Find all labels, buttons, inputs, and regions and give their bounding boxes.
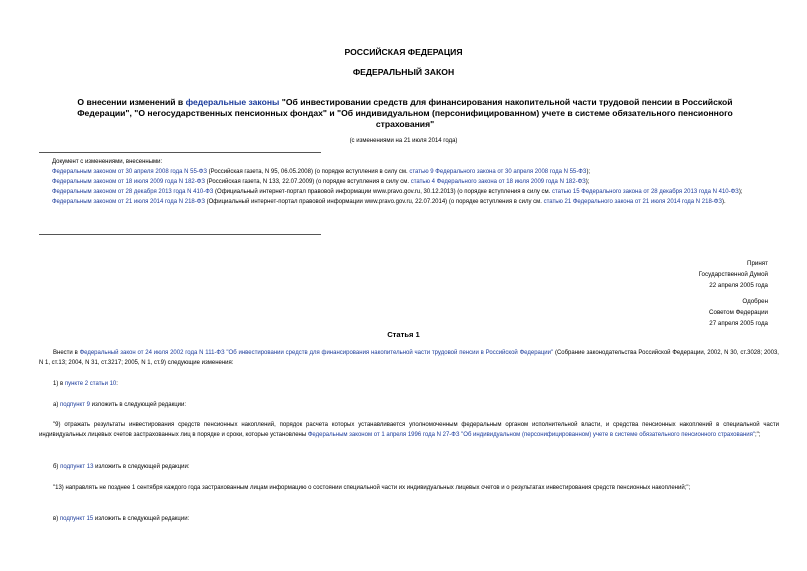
change-link[interactable]: статью 9 Федерального закона от 30 апреля 2008 года N 55-ФЗ (409, 169, 587, 175)
paragraph-text: ;"; (755, 432, 761, 438)
adopted-line: Принят (747, 260, 768, 267)
article-link[interactable]: пункте 2 статьи 10 (64, 381, 117, 387)
paragraph-text: изложить в следующей редакции: (89, 402, 187, 408)
change-end: ); (738, 189, 743, 195)
adopted-line: Государственной Думой (698, 271, 768, 278)
paragraph (39, 379, 779, 389)
change-text: (Официальный интернет-портал правовой информации www.pravo.gov.ru, 22.07.2014) (о порядке вступления в силу см. (204, 199, 544, 205)
change-item (39, 177, 779, 187)
change-end: ); (585, 179, 590, 185)
change-item (39, 167, 779, 177)
paragraph-text: изложить в следующей редакции: (93, 464, 190, 470)
subpoint-link[interactable]: подпункт 15 (59, 516, 94, 522)
paragraph (39, 462, 779, 472)
subpoint-link[interactable]: подпункт 13 (60, 464, 94, 470)
paragraph-text: : (116, 381, 118, 387)
paragraph (39, 420, 779, 440)
subpoint-link[interactable]: подпункт 9 (60, 402, 90, 408)
law-title-post: "Об инвестировании средств для финансирования накопительной части трудовой пенсии в Российской Федерации", "О негосударственных пенсионных фондах" и "Об индивидуальном (персонифицированном) учете в системе обязательного пенсионного страхования" (77, 97, 733, 129)
edition-note: (с изменениями на 21 июля 2014 года) (349, 138, 458, 144)
paragraph-text: б) (53, 464, 61, 470)
change-link[interactable]: Федеральным законом от 18 июля 2009 года N 182-ФЗ (52, 179, 205, 185)
approved-line: 27 апреля 2005 года (709, 320, 768, 327)
paragraph-text: изложить в следующей редакции: (93, 516, 190, 522)
law-title-pre: О внесении изменений в (77, 97, 186, 107)
approved-line: Одобрен (742, 298, 768, 305)
country-heading: РОССИЙСКАЯ ФЕДЕРАЦИЯ (344, 47, 463, 57)
change-link[interactable]: Федеральным законом от 21 июля 2014 года N 218-ФЗ (52, 199, 205, 205)
paragraph-text: 1) в (53, 381, 65, 387)
paragraph (39, 483, 779, 493)
approved-line: Советом Федерации (709, 309, 768, 316)
changes-block (39, 157, 779, 207)
paragraph-text: (Собрание законодательства Российской Федерации, 2002, N 30, ст.3028; 2003, N 1, ст.13; 2004, N 31, ст.3217; 2005, N 1, ст.9) следующие изменения: (39, 350, 779, 366)
paragraph-text: а) (53, 402, 61, 408)
change-link[interactable]: Федеральным законом от 30 апреля 2008 года N 55-ФЗ (52, 169, 207, 175)
law-title (60, 97, 750, 130)
change-text: (Российская газета, N 133, 22.07.2009) (о порядке вступления в силу см. (204, 179, 411, 185)
law-title-link[interactable]: федеральные законы (185, 97, 280, 107)
approved-block (540, 296, 768, 329)
change-end: ); (586, 169, 591, 175)
paragraph (39, 348, 779, 368)
change-link[interactable]: статью 4 Федерального закона от 18 июля 2009 года N 182-ФЗ (410, 179, 586, 185)
paragraph-text: в) (53, 516, 60, 522)
paragraph-text: "13) направлять не позднее 1 сентября каждого года застрахованным лицам информацию о состоянии специальной части их индивидуальных лицевых счетов и о результатах инвестирования средств пенсионных накоплений;"; (53, 485, 691, 491)
change-text: (Российская газета, N 95, 06.05.2008) (о порядке вступления в силу см. (206, 169, 410, 175)
doc-type-heading: ФЕДЕРАЛЬНЫЙ ЗАКОН (352, 67, 455, 77)
bottom-divider (39, 234, 321, 235)
top-divider (39, 152, 321, 153)
adopted-line: 22 апреля 2005 года (709, 282, 768, 289)
change-link[interactable]: статью 21 Федерального закона от 21 июля 2014 года N 218-ФЗ (543, 199, 722, 205)
change-link[interactable]: статью 15 Федерального закона от 28 декабря 2013 года N 410-ФЗ (552, 189, 739, 195)
law-link[interactable]: Федеральный закон от 24 июля 2002 года N 111-ФЗ "Об инвестировании средств для финансирования накопительной части трудовой пенсии в Российской Федерации" (79, 350, 554, 356)
article-title: Статья 1 (387, 330, 420, 339)
paragraph-text: Внести в (53, 350, 80, 356)
paragraph-text: "9) отражать результаты инвестирования средств пенсионных накоплений, порядок расчета которых устанавливается уполномоченным федеральным органом исполнительной власти, и средства пенсионных накоплений в специальной части индивидуальных лицевых счетов застрахованных лиц в порядке и сроки, которые установлены (39, 422, 779, 438)
changes-intro: Документ с изменениями, внесенными: (52, 159, 163, 165)
change-item (39, 197, 779, 207)
paragraph (39, 514, 779, 524)
change-link[interactable]: Федеральным законом от 28 декабря 2013 года N 410-ФЗ (52, 189, 214, 195)
law-link[interactable]: Федеральным законом от 1 апреля 1996 года N 27-ФЗ "Об индивидуальном (персонифицированном) учете в системе обязательного пенсионного страхования" (307, 432, 756, 438)
change-text: (Официальный интернет-портал правовой информации www.pravo.gov.ru, 30.12.2013) (о порядке вступления в силу см. (213, 189, 552, 195)
change-item (39, 187, 779, 197)
adopted-block (540, 258, 768, 291)
paragraph (39, 400, 779, 410)
change-end: ). (722, 199, 726, 205)
